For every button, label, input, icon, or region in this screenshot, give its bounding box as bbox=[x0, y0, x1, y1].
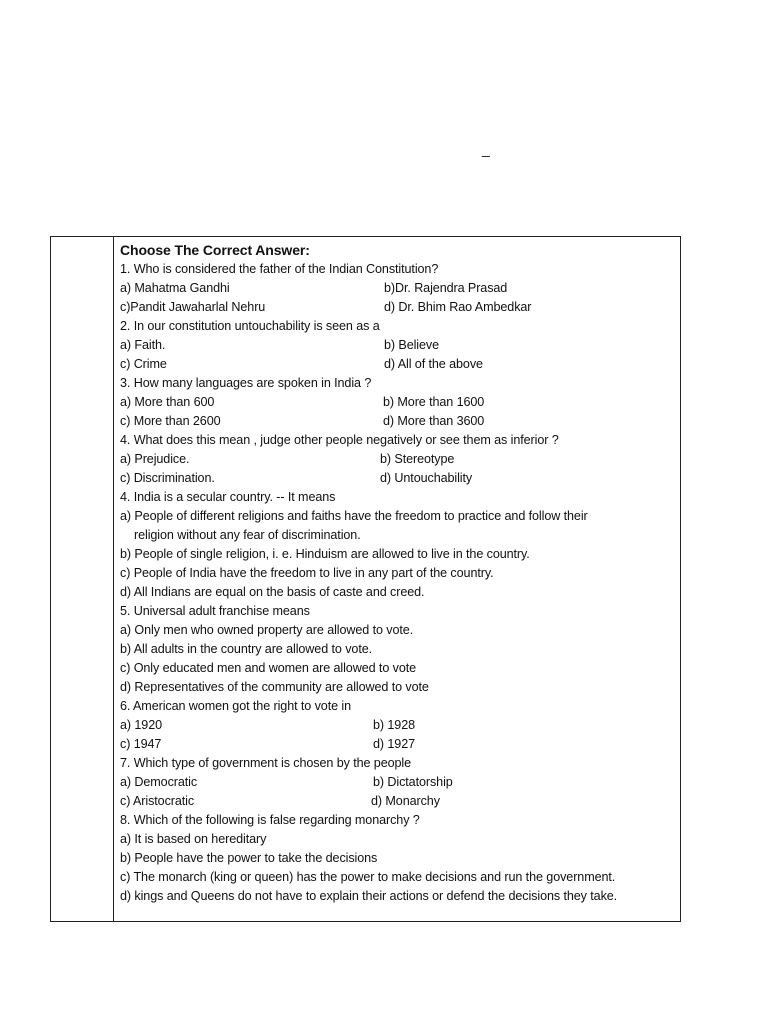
option-d: d) Monarchy bbox=[371, 794, 440, 808]
option-c: c) Only educated men and women are allowed to vote bbox=[120, 661, 417, 675]
option-a: a) Faith. bbox=[120, 338, 166, 352]
options-row bbox=[120, 450, 676, 469]
option-a: a) It is based on hereditary bbox=[120, 832, 267, 846]
options-row bbox=[120, 412, 676, 431]
option-b: b) Stereotype bbox=[380, 452, 455, 466]
option-d: d) All of the above bbox=[384, 357, 483, 371]
option-b: b) More than 1600 bbox=[383, 395, 485, 409]
question-5: 5. Universal adult franchise means bbox=[120, 604, 310, 618]
question-7: 7. Which type of government is chosen by the people bbox=[120, 756, 412, 770]
option-c: c) 1947 bbox=[120, 737, 162, 751]
option-a: a) Mahatma Gandhi bbox=[120, 281, 230, 295]
option-b: b) All adults in the country are allowed to vote. bbox=[120, 642, 373, 656]
option-a: a) Only men who owned property are allowed to vote. bbox=[120, 623, 414, 637]
option-a: a) Democratic bbox=[120, 775, 198, 789]
option-c: c)Pandit Jawaharlal Nehru bbox=[120, 300, 266, 314]
options-row bbox=[120, 393, 676, 412]
option-b: b)Dr. Rajendra Prasad bbox=[384, 281, 508, 295]
option-d: d) All Indians are equal on the basis of caste and creed. bbox=[120, 585, 425, 599]
option-b: b) People of single religion, i. e. Hinduism are allowed to live in the country. bbox=[120, 547, 530, 561]
option-c: c) More than 2600 bbox=[120, 414, 221, 428]
option-c: c) People of India have the freedom to live in any part of the country. bbox=[120, 566, 494, 580]
option-a: a) People of different religions and faiths have the freedom to practice and follow their bbox=[120, 509, 588, 523]
option-d: d) Untouchability bbox=[380, 471, 473, 485]
option-c: c) The monarch (king or queen) has the power to make decisions and run the government. bbox=[120, 870, 616, 884]
options-row bbox=[120, 336, 676, 355]
option-b: b) People have the power to take the decisions bbox=[120, 851, 378, 865]
options-row bbox=[120, 773, 676, 792]
option-b: b) Dictatorship bbox=[373, 775, 453, 789]
options-row bbox=[120, 716, 676, 735]
options-row bbox=[120, 279, 676, 298]
question-4: 4. What does this mean , judge other people negatively or see them as inferior ? bbox=[120, 433, 559, 447]
option-c: c) Discrimination. bbox=[120, 471, 215, 485]
option-b: b) Believe bbox=[384, 338, 440, 352]
question-1: 1. Who is considered the father of the Indian Constitution? bbox=[120, 262, 439, 276]
serial-column bbox=[51, 237, 114, 921]
option-b: b) 1928 bbox=[373, 718, 416, 732]
options-row bbox=[120, 298, 676, 317]
option-d: d) Representatives of the community are allowed to vote bbox=[120, 680, 429, 694]
stray-dash-mark: _ bbox=[482, 141, 490, 157]
question-2: 2. In our constitution untouchability is seen as a bbox=[120, 319, 380, 333]
option-c: c) Crime bbox=[120, 357, 167, 371]
option-a: a) More than 600 bbox=[120, 395, 215, 409]
options-row bbox=[120, 469, 676, 488]
option-a: a) 1920 bbox=[120, 718, 163, 732]
option-c: c) Aristocratic bbox=[120, 794, 195, 808]
option-d: d) Dr. Bhim Rao Ambedkar bbox=[384, 300, 532, 314]
question-8: 8. Which of the following is false regarding monarchy ? bbox=[120, 813, 420, 827]
option-a: a) Prejudice. bbox=[120, 452, 190, 466]
option-d: d) 1927 bbox=[373, 737, 416, 751]
question-3: 3. How many languages are spoken in India ? bbox=[120, 376, 372, 390]
options-row bbox=[120, 355, 676, 374]
questions-cell bbox=[120, 240, 676, 906]
question-4-secular: 4. India is a secular country. -- It means bbox=[120, 490, 336, 504]
worksheet-heading: Choose The Correct Answer: bbox=[120, 242, 310, 258]
options-row bbox=[120, 735, 676, 754]
worksheet-table bbox=[50, 236, 681, 922]
option-a-continued: religion without any fear of discrimination. bbox=[134, 528, 361, 542]
option-d: d) More than 3600 bbox=[383, 414, 485, 428]
question-6: 6. American women got the right to vote in bbox=[120, 699, 352, 713]
options-row bbox=[120, 792, 676, 811]
option-d: d) kings and Queens do not have to explain their actions or defend the decisions they take. bbox=[120, 889, 618, 903]
